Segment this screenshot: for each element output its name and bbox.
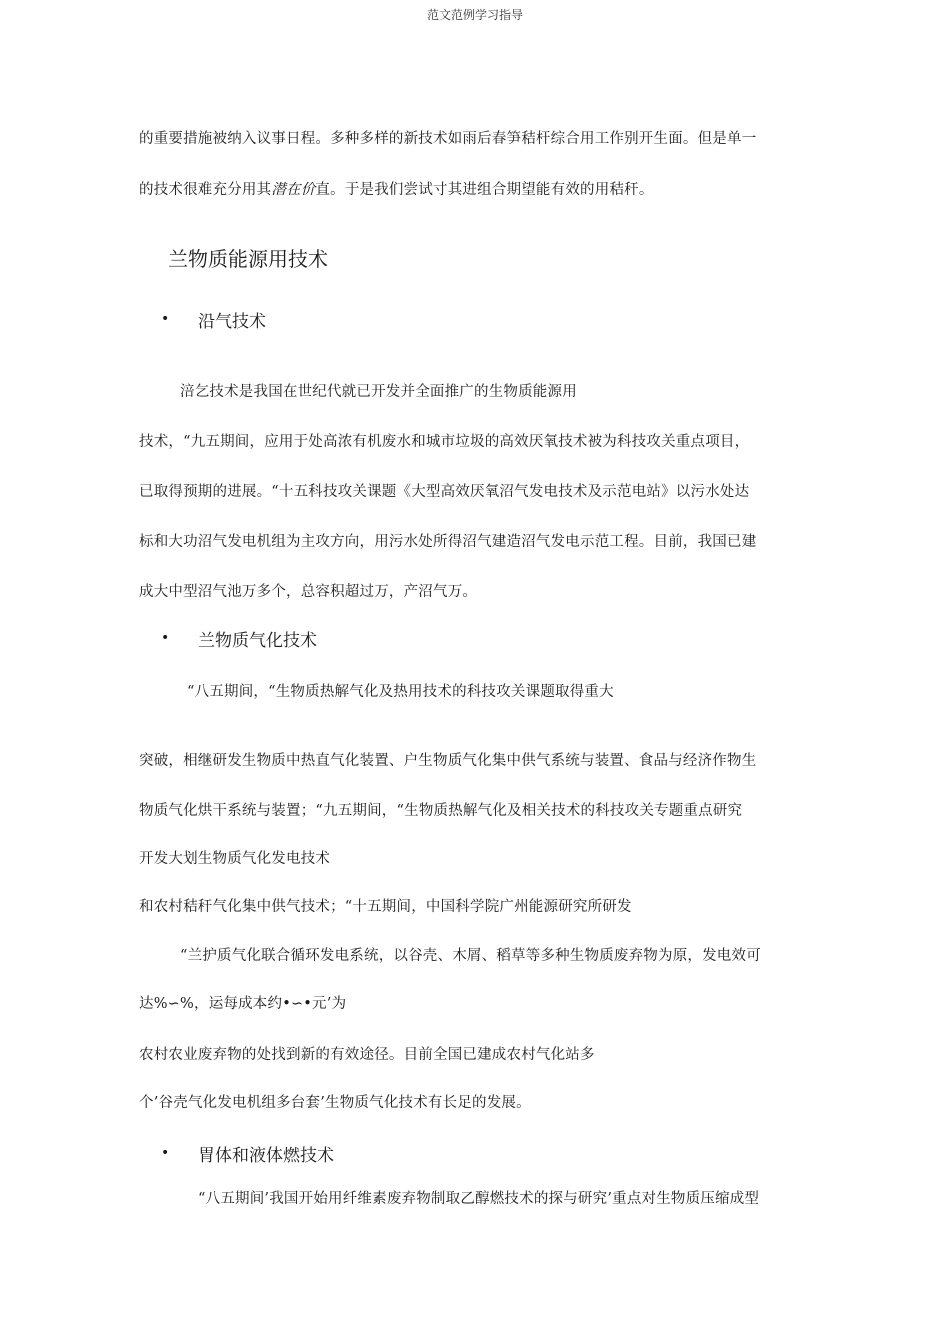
subsection-3-title: 胃体和液体燃技术 — [198, 1146, 334, 1166]
subsection-2-line-1: “八五期间，“生物质热解气化及热用技术的科技攻关课题取得重大 — [187, 684, 614, 700]
page-header: 范文范例学习指导 — [426, 8, 523, 22]
intro-line-2-italic: 潜在价 — [271, 182, 316, 198]
subsection-1-line-2: 技术，“九五期间，应用于处高浓有机废水和城市垃圾的高效厌氧技术被为科技攻关重点项目， — [139, 434, 750, 450]
subsection-1-line-5: 成大中型沼气池万多个，总容积超过万，产沼气万。 — [139, 584, 478, 600]
subsection-2-title: 兰物质气化技术 — [198, 631, 317, 651]
bullet-1: • — [161, 311, 170, 327]
subsection-1-line-4: 标和大功沼气发电机组为主攻方向，用污水处所得沼气建造沼气发电示范工程。目前，我国已建 — [139, 534, 757, 550]
intro-line-2-pre: 的技术很难充分用其 — [139, 182, 272, 198]
subsection-2-line-3: 物质气化烘干系统与装置；“九五期间，“生物质热解气化及相关技术的科技攻关专题重点研究 — [139, 803, 743, 819]
subsection-3-line-1: “八五期间’我国开始用纤维素废弃物制取乙醇燃技术的探与研究’重点对生物质压缩成型 — [198, 1191, 760, 1207]
section-title: 兰物质能源用技术 — [168, 247, 328, 271]
subsection-2-line-7: 达%∽%，运每成本约•∽•元’为 — [139, 996, 347, 1012]
intro-line-1: 的重要措施被纳入议事日程。多种多样的新技术如雨后春笋秸杆综合用工作别开生面。但是单一 — [139, 131, 757, 147]
subsection-1-title: 沿气技术 — [198, 312, 266, 332]
bullet-2: • — [161, 630, 170, 646]
intro-line-2 — [139, 178, 654, 199]
subsection-2-line-9: 个’谷壳气化发电机组多台套’生物质气化技术有长足的发展。 — [139, 1095, 531, 1111]
subsection-1-line-1: 涪乞技术是我国在世纪代就已开发并全面推广的生物质能源用 — [180, 384, 577, 400]
bullet-3: • — [161, 1145, 170, 1161]
subsection-2-line-6: “兰护质气化联合循环发电系统，以谷壳、木屑、稻草等多种生物质废弃物为原，发电效可 — [180, 948, 761, 964]
subsection-2-line-8: 农村农业废弃物的处找到新的有效途径。目前全国已建成农村气化站多 — [139, 1047, 595, 1063]
subsection-1-line-3: 已取得预期的进展。“十五科技攻关课题《大型高效厌氧沼气发电技术及示范电站》以污水处达 — [139, 484, 750, 500]
subsection-2-line-4: 开发大划生物质气化发电技术 — [139, 851, 331, 867]
subsection-2-line-2: 突破，相继研发生物质中热直气化装置、户生物质气化集中供气系统与装置、食品与经济作物生 — [139, 753, 757, 769]
subsection-2-line-5: 和农村秸秆气化集中供气技术；“十五期间，中国科学院广州能源研究所研发 — [139, 899, 632, 915]
intro-line-2-post: 直。于是我们尝试寸其进组合期望能有效的用秸秆。 — [315, 182, 654, 198]
